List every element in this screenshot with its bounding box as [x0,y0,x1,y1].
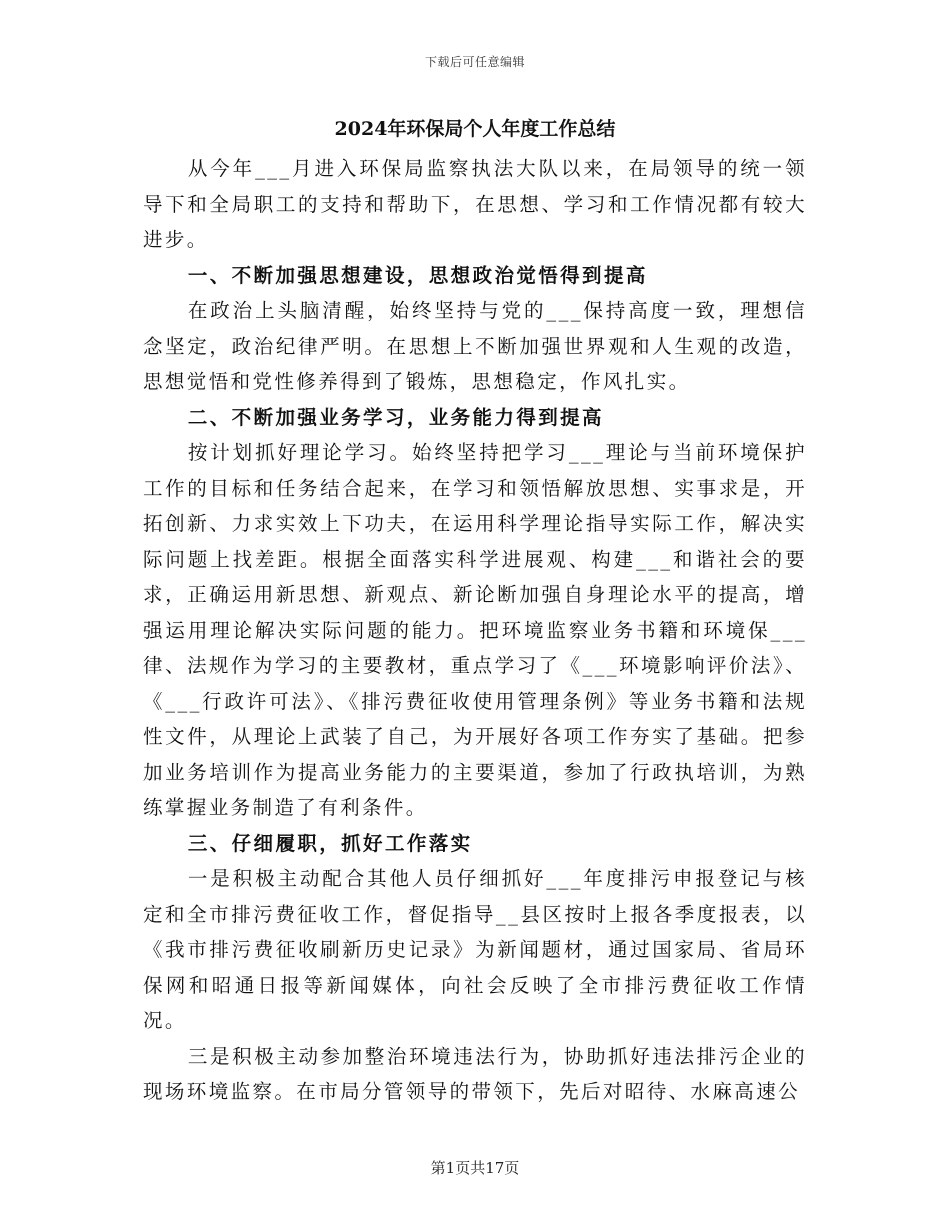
document-body [143,151,807,1110]
header-note: 下载后可任意编辑 [424,55,525,69]
section-1-paragraph: 在政治上头脑清醒，始终坚持与党的___保持高度一致，理想信念坚定，政治纪律严明。在思想上不断加强世界观和人生观的改造，思想觉悟和党性修养得到了锻炼，思想稳定，作风扎实。 [143,299,807,393]
document-title: 2024年环保局个人年度工作总结 [334,118,616,140]
section-3-paragraph-2: 三是积极主动参加整治环境违法行为，协助抓好违法排污企业的现场环境监察。在市局分管领导的带领下，先后对昭待、水麻高速公 [143,1044,807,1103]
intro-paragraph: 从今年___月进入环保局监察执法大队以来，在局领导的统一领导下和全局职工的支持和帮助下，在思想、学习和工作情况都有较大进步。 [143,157,807,251]
section-1-heading: 一、不断加强思想建设，思想政治觉悟得到提高 [187,263,648,287]
section-3-paragraph-1: 一是积极主动配合其他人员仔细抓好___年度排污申报登记与核定和全市排污费征收工作，督促指导__县区按时上报各季度报表，以《我市排污费征收刷新历史记录》为新闻题材，通过国家局、省局环保网和昭通日报等新闻媒体，向社会反映了全市排污费征收工作情况。 [143,867,807,1032]
page-indicator: 第1页共17页 [430,1159,520,1177]
section-3-heading: 三、仔细履职，抓好工作落实 [187,831,473,855]
section-2-heading: 二、不断加强业务学习，业务能力得到提高 [187,405,604,429]
section-2-paragraph: 按计划抓好理论学习。始终坚持把学习___理论与当前环境保护工作的目标和任务结合起来，在学习和领悟解放思想、实事求是，开拓创新、力求实效上下功夫，在运用科学理论指导实际工作，解决实际问题上找差距。根据全面落实科学进展观、构建___和谐社会的要求，正确运用新思想、新观点、新论断加强自身理论水平的提高，增强运用理论解决实际问题的能力。把环境监察业务书籍和环境保___律、法规作为学习的主要教材，重点学习了《___环境影响评价法》、《___行政许可法》、《排污费征收使用管理条例》等业务书籍和法规性文件，从理论上武装了自己，为开展好各项工作夯实了基础。把参加业务培训作为提高业务能力的主要渠道，参加了行政执培训，为熟练掌握业务制造了有利条件。 [143,441,807,819]
